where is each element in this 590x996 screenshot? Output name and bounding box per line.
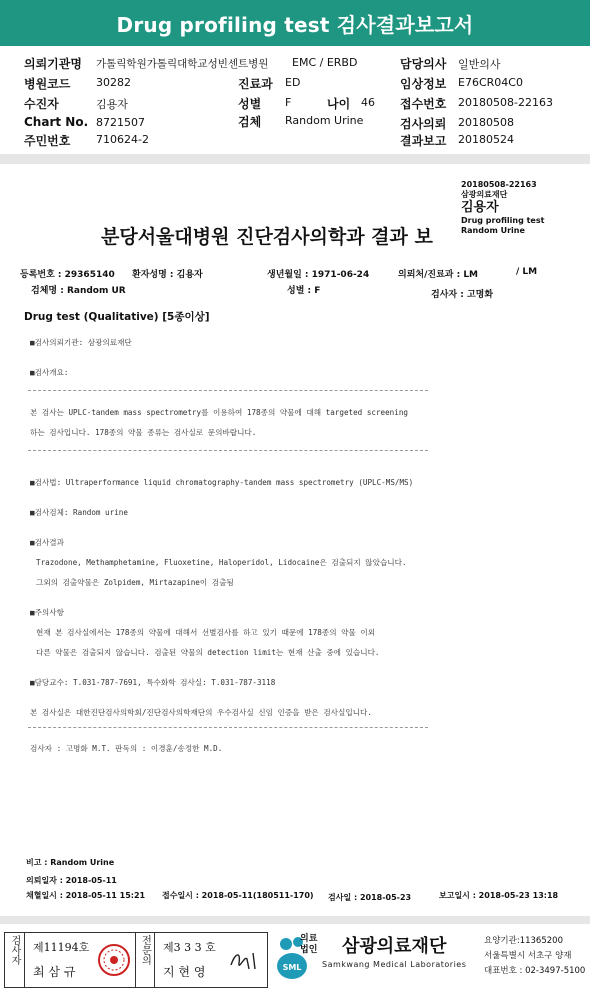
receipt-no-label: 접수번호 (400, 97, 447, 111)
specialist-column-label (135, 933, 155, 987)
sex-label: 성별 (238, 97, 262, 111)
notes-heading: ■주의사항 (30, 608, 64, 617)
report-title: 분당서울대병원 진단검사의학과 결과 보 (101, 226, 433, 248)
collected-date: 채혈일시 : 2018-05-11 15:21 (26, 891, 146, 900)
tester-license: 제11194호 (33, 941, 90, 954)
specimen-label: 검체 (238, 115, 262, 129)
reported-date: 보고일시 : 2018-05-23 13:18 (439, 891, 559, 900)
divider (28, 450, 428, 451)
divider (28, 390, 428, 391)
request-label: 검사의뢰 (400, 117, 447, 131)
result-heading: ■검사결과 (30, 538, 64, 547)
dept-value: EMC / ERBD (292, 56, 358, 69)
specialist-license: 제3 3 3 호 (163, 941, 216, 954)
chart-value: 8721507 (96, 116, 145, 129)
stamp-specimen: Random Urine (461, 226, 525, 235)
institution-label: 의뢰기관명 (24, 57, 82, 71)
signature-box (4, 932, 268, 988)
specimen-stamp (461, 180, 544, 236)
summary-heading: ■검사개요: (30, 368, 69, 377)
age-value: 46 (361, 96, 375, 109)
doctor-label: 담당의사 (400, 57, 447, 71)
footer (0, 926, 590, 996)
banner-title: Drug profiling test 검사결과보고서 (116, 12, 474, 37)
clinical-info-label: 임상정보 (400, 77, 447, 91)
specialist-col-text: 전문의 (139, 935, 151, 965)
patient-header (0, 50, 590, 152)
org-corp-text: 의료법인 (300, 934, 318, 955)
notes-line-1: 현재 본 검사실에서는 178종의 약물에 대해서 선별검사를 하고 있기 때문에 178종의 약물 이외 (36, 628, 376, 637)
tester-column-label (5, 933, 25, 987)
dob: 생년월일 : 1971-06-24 (267, 270, 370, 280)
tester-col-text: 검사자 (9, 935, 20, 965)
clinic-label: 진료과 (238, 77, 273, 91)
recipient-value: 김용자 (96, 98, 128, 111)
org-phone: 대표번호 : 02-3497-5100 (484, 966, 586, 976)
age-label: 나이 (327, 97, 351, 111)
org-address: 서울특별시 서초구 양재 (484, 951, 572, 961)
stamp-lab: 삼광의료재단 (461, 190, 508, 199)
tested-date: 검사일 : 2018-05-23 (328, 893, 412, 902)
clinic-value: ED (285, 76, 301, 89)
institution-value: 가톨릭학원가톨릭대학교성빈센트병원 (96, 58, 269, 70)
referral-dept: / LM (516, 267, 538, 277)
org-corp-label (300, 934, 320, 956)
request-value: 20180508 (458, 116, 514, 129)
scanned-report (6, 166, 590, 914)
hospital-code-value: 30282 (96, 76, 131, 89)
remark: 비고 : Random Urine (26, 858, 115, 867)
rrn-label: 주민번호 (24, 134, 71, 148)
clinical-info-value: E76CR04C0 (458, 76, 523, 89)
reg-no: 등록번호 : 29365140 (20, 270, 115, 280)
sex-value: F (285, 96, 292, 109)
report-date-label: 결과보고 (400, 134, 447, 148)
stamp-test: Drug profiling test (461, 216, 545, 225)
signature-icon (227, 945, 263, 975)
report-date-value: 20180524 (458, 133, 514, 146)
doctor-value: 일반의사 (458, 58, 501, 71)
specialist-name: 지 현 영 (163, 965, 206, 979)
report-banner (0, 0, 590, 46)
report-sex: 성별 : F (287, 286, 321, 296)
specimen-value: Random Urine (285, 114, 364, 127)
seal-icon (97, 943, 131, 977)
rrn-value: 710624-2 (96, 133, 149, 146)
hospital-code-label: 병원코드 (24, 77, 71, 91)
org-subtitle: Samkwang Medical Laboratories (322, 960, 467, 969)
result-line-1: Trazodone, Methamphetamine, Fluoxetine, Haloperidol, Lidocaine은 검출되지 않았습니다. (36, 558, 407, 567)
test-title: Drug test (Qualitative) [5종이상] (24, 311, 210, 323)
logo-text: SML (282, 963, 302, 972)
result-line-2: 그외의 검출약물은 Zolpidem, Mirtazapine이 검출됨 (36, 578, 234, 587)
stamp-patient-name: 김용자 (461, 200, 499, 215)
org-info (484, 934, 585, 979)
summary-line-2: 하는 검사입니다. 178종의 약물 종류는 검사실로 문의바랍니다. (30, 428, 257, 437)
examiner: 검사자 : 고명화 (431, 290, 494, 300)
cert-line: 본 검사실은 대한진단검사의학회/진단검사의학재단의 우수검사실 신임 인증을 받은 검사실입니다. (30, 708, 372, 717)
recipient-label: 수진자 (24, 97, 59, 111)
stamp-receipt-no: 20180508-22163 (461, 180, 537, 189)
summary-line-1: 본 검사는 UPLC-tandem mass spectrometry를 이용하여 178종의 약물에 대해 targeted screening (30, 408, 408, 417)
specimen-name: 검체명 : Random UR (31, 286, 126, 296)
lab-line: ■검사의뢰기관: 삼광의료재단 (30, 338, 132, 347)
specimen-line: ■검사검체: Random urine (30, 508, 128, 517)
signers-line: 검사자 : 고명화 M.T. 판독의 : 이경훈/송정한 M.D. (30, 744, 223, 753)
ordered-date: 의뢰일자 : 2018-05-11 (26, 876, 117, 885)
method-line: ■검사법: Ultraperformance liquid chromatography-tandem mass spectrometry (UPLC-MS/MS) (30, 478, 414, 487)
contact-line: ■담당교수: T.031-787-7691, 특수화학 검사실: T.031-787-3118 (30, 678, 276, 687)
chart-label: Chart No. (24, 115, 89, 129)
notes-line-2: 다른 약물은 검출되지 않습니다. 검출된 약물의 detection limit는 현재 산출 중에 있습니다. (36, 648, 380, 657)
header-divider (0, 154, 590, 164)
receipt-no-value: 20180508-22163 (458, 96, 553, 109)
footer-divider (0, 916, 590, 924)
referral: 의뢰처/진료과 : LM (398, 270, 479, 280)
received-date: 접수일시 : 2018-05-11(180511-170) (162, 891, 314, 900)
divider (28, 727, 428, 728)
org-name: 삼광의료재단 (342, 936, 447, 957)
org-code: 요양기관:11365200 (484, 936, 563, 946)
patient-name: 환자성명 : 김용자 (132, 270, 203, 280)
tester-name: 최 삼 규 (33, 965, 76, 979)
